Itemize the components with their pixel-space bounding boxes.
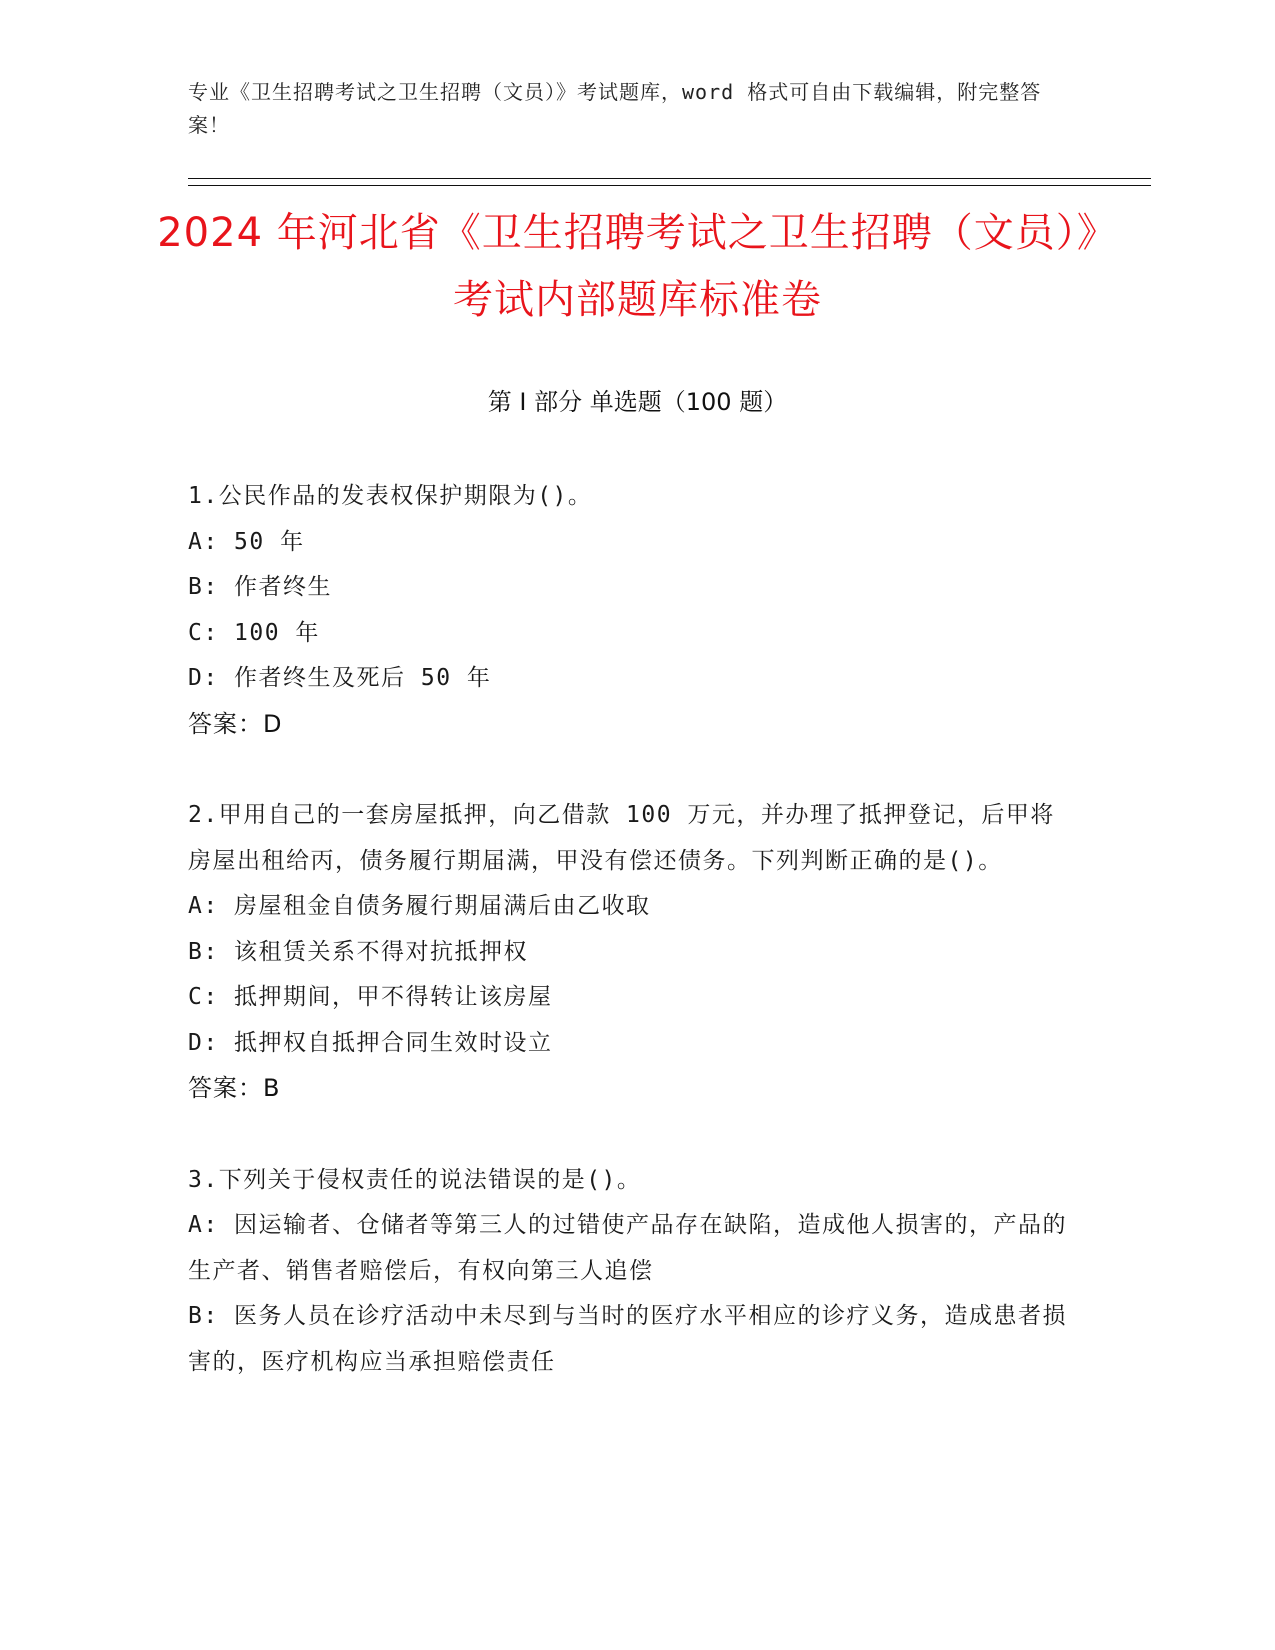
option-c: C: 抵押期间，甲不得转让该房屋 (188, 984, 553, 1010)
option-a: A: 50 年 (188, 528, 305, 555)
option-c: C: 100 年 (188, 619, 320, 646)
option-b: B: 该租赁关系不得对抗抵押权 (188, 938, 529, 965)
question-stem: 1.公民作品的发表权保护期限为()。 (188, 483, 593, 509)
document-title: 2024 年河北省《卫生招聘考试之卫生招聘（文员）》考试内部题库标准卷 (157, 210, 1118, 323)
header-note: 专业《卫生招聘考试之卫生招聘（文员）》考试题库，word 格式可自由下载编辑，附完整答案！ (188, 80, 1042, 137)
question-2 (188, 793, 1068, 1112)
option-d: D: 作者终生及死后 50 年 (188, 665, 492, 691)
section-title: 第 I 部分 单选题（100 题） (487, 388, 788, 416)
option-a: A: 房屋租金自债务履行期届满后由乙收取 (188, 893, 651, 919)
header-divider-bottom (188, 185, 1151, 186)
answer-label: 答案：B (188, 1074, 281, 1102)
question-3 (188, 1158, 1068, 1386)
header-divider-top (188, 178, 1151, 179)
question-1 (188, 474, 1068, 747)
question-list (188, 474, 1068, 1431)
option-d: D: 抵押权自抵押合同生效时设立 (188, 1029, 553, 1056)
option-b: B: 医务人员在诊疗活动中未尽到与当时的医疗水平相应的诊疗义务，造成患者损害的，医疗机构应当承担赔偿责任 (188, 1303, 1068, 1375)
option-a: A: 因运输者、仓储者等第三人的过错使产品存在缺陷，造成他人损害的，产品的生产者、销售者赔偿后，有权向第三人追偿 (188, 1212, 1068, 1284)
option-b: B: 作者终生 (188, 574, 333, 600)
question-stem: 2.甲用自己的一套房屋抵押，向乙借款 100 万元，并办理了抵押登记，后甲将房屋出租给丙，债务履行期届满，甲没有偿还债务。下列判断正确的是()。 (188, 802, 1055, 874)
question-stem: 3.下列关于侵权责任的说法错误的是()。 (188, 1166, 642, 1193)
answer-label: 答案：D (188, 709, 283, 738)
